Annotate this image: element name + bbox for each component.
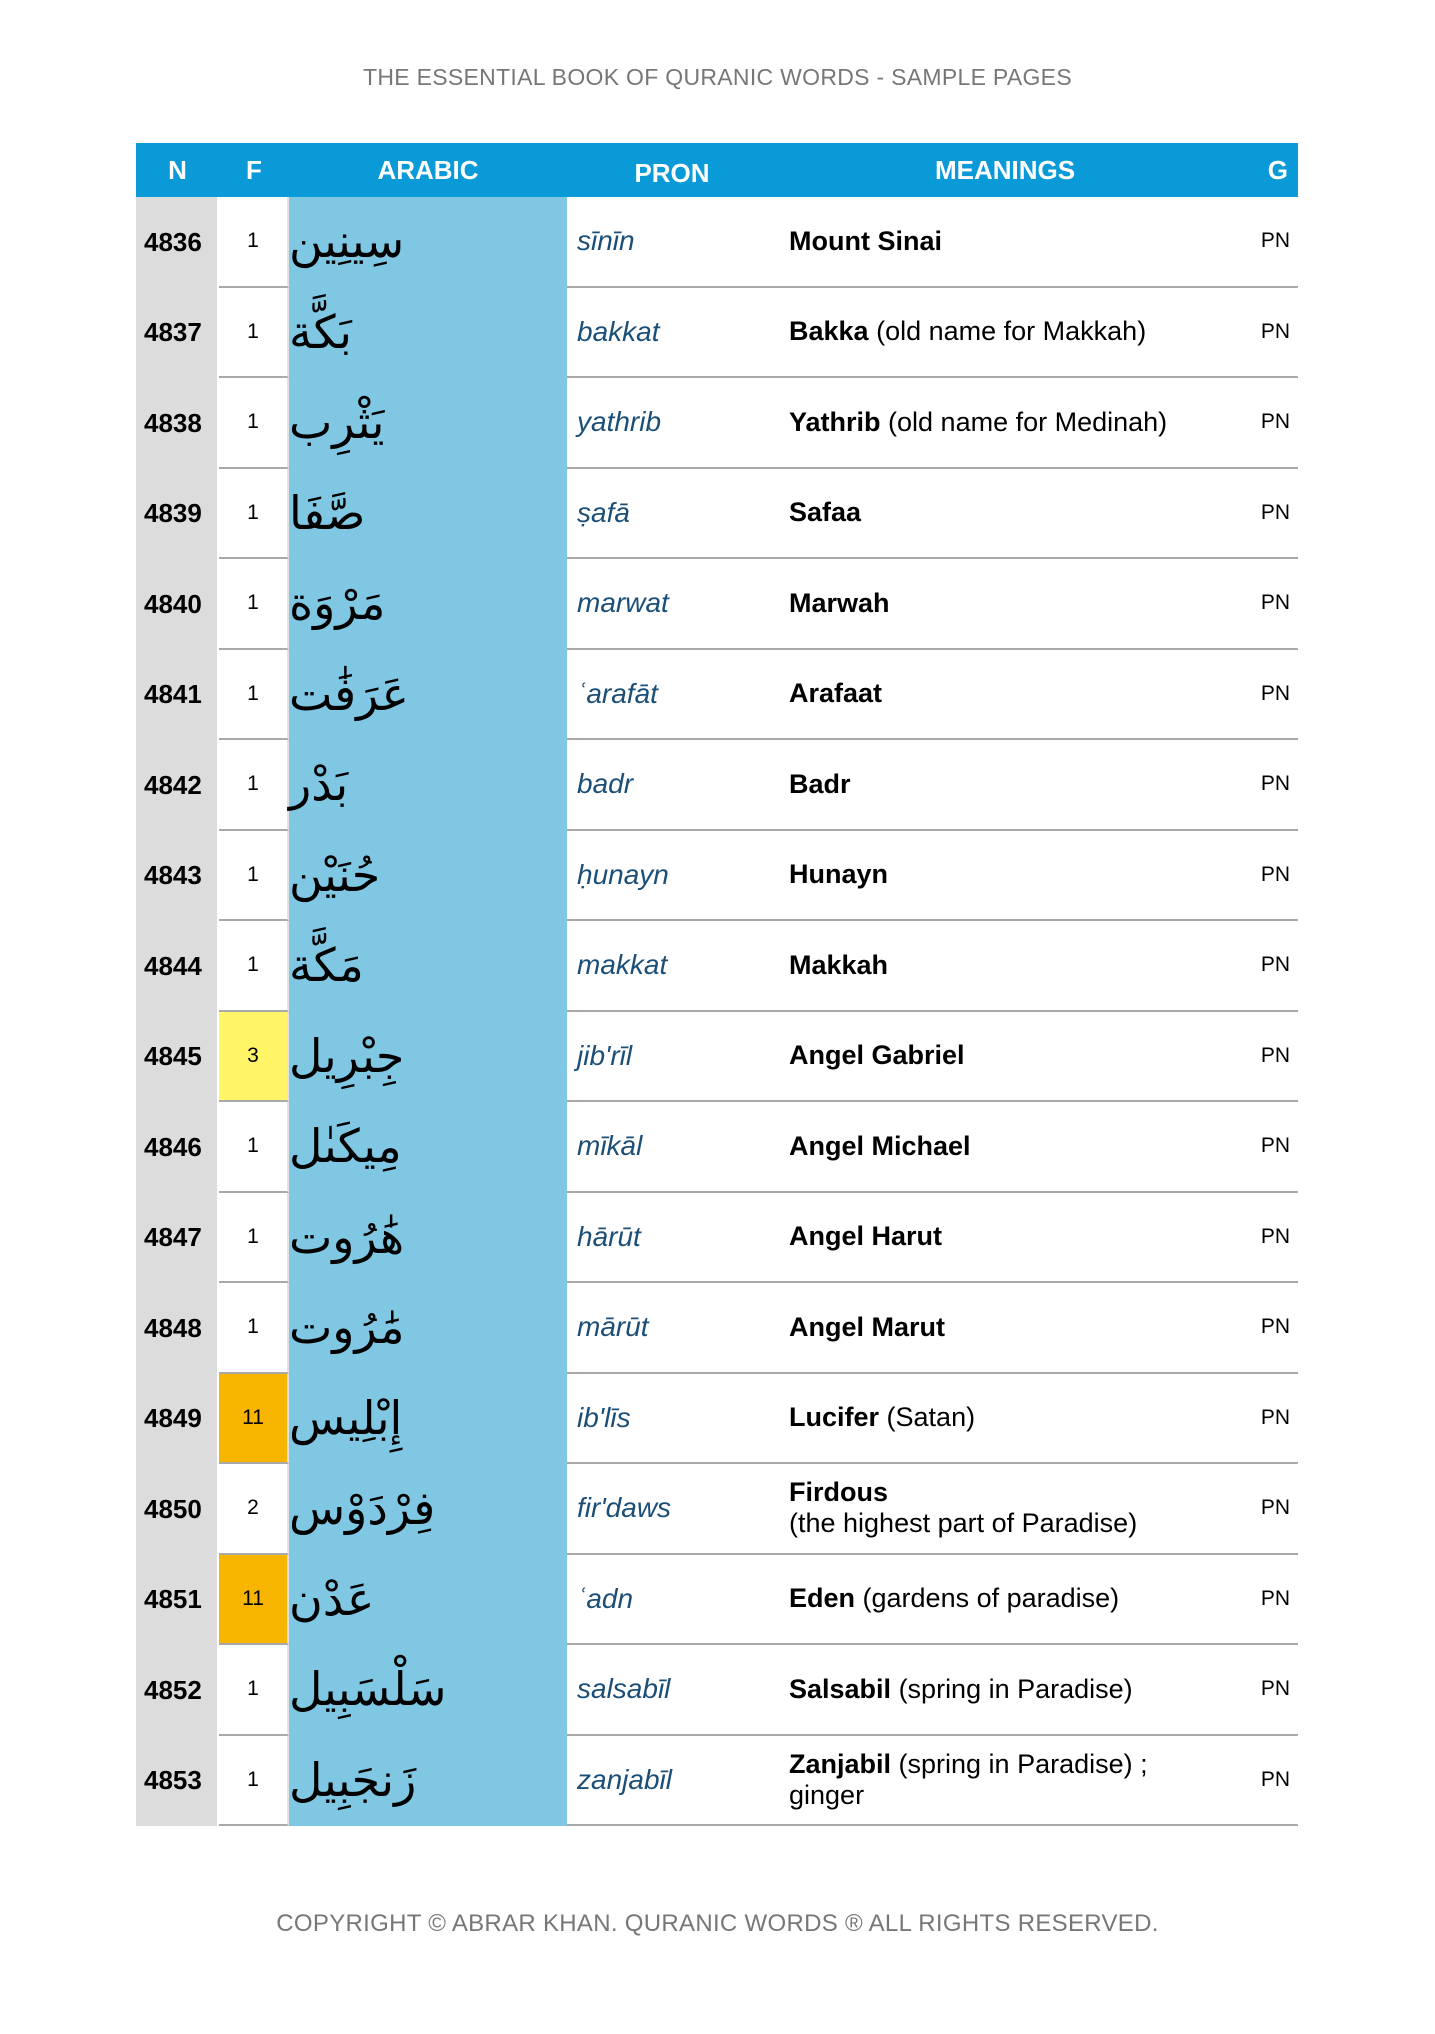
table-row [136, 469, 1298, 560]
meaning-term: Bakka [789, 316, 869, 347]
frequency-cell: 1 [219, 831, 289, 922]
arabic-word: مَرْوَة [289, 559, 567, 650]
arabic-word: جِبْرِيل [289, 1012, 567, 1103]
frequency-cell: 11 [219, 1555, 289, 1646]
col-header-g: G [1267, 154, 1288, 185]
frequency-cell: 1 [219, 288, 289, 379]
pronunciation: mīkāl [567, 1102, 777, 1193]
frequency-cell: 11 [219, 1374, 289, 1465]
grammar-tag: PN [1233, 740, 1298, 831]
meaning-cell [777, 921, 1233, 1012]
entry-number: 4836 [136, 197, 219, 288]
meaning-cell [777, 1102, 1233, 1193]
meaning-line2: ginger [789, 1779, 865, 1810]
page-footer: COPYRIGHT © ABRAR KHAN. QURANIC WORDS ® ALL RIGHTS RESERVED. [276, 1910, 1159, 1937]
grammar-tag: PN [1233, 831, 1298, 922]
meaning-note: (old name for Makkah) [868, 316, 1147, 347]
meaning-term: Hunayn [789, 859, 889, 890]
arabic-word: بَكَّة [289, 288, 567, 379]
grammar-tag: PN [1233, 1374, 1298, 1465]
pronunciation: sīnīn [567, 197, 777, 288]
table-row [136, 1464, 1298, 1555]
table-row [136, 1374, 1298, 1465]
frequency-cell: 1 [219, 469, 289, 560]
table-row [136, 559, 1298, 650]
grammar-tag: PN [1233, 1193, 1298, 1284]
entry-number: 4849 [136, 1374, 219, 1465]
arabic-word: مَكَّة [289, 921, 567, 1012]
meaning-cell [777, 1736, 1233, 1827]
table-row [136, 1645, 1298, 1736]
col-header-pron: PRON [634, 157, 710, 188]
grammar-tag: PN [1233, 1645, 1298, 1736]
pronunciation: ib'līs [567, 1374, 777, 1465]
pronunciation: bakkat [567, 288, 777, 379]
arabic-word: يَثْرِب [289, 378, 567, 469]
grammar-tag: PN [1233, 469, 1298, 560]
arabic-word: إِبْلِيس [289, 1374, 567, 1465]
frequency-cell: 1 [219, 1102, 289, 1193]
meaning-note: (Satan) [879, 1402, 976, 1433]
entry-number: 4843 [136, 831, 219, 922]
entry-number: 4852 [136, 1645, 219, 1736]
entry-number: 4848 [136, 1283, 219, 1374]
table-row [136, 1102, 1298, 1193]
meaning-term: Angel Marut [789, 1311, 946, 1342]
meaning-cell [777, 197, 1233, 288]
frequency-cell: 3 [219, 1012, 289, 1103]
pronunciation: marwat [567, 559, 777, 650]
frequency-cell: 1 [219, 1645, 289, 1736]
meaning-term: Angel Harut [789, 1221, 943, 1252]
meaning-cell [777, 378, 1233, 469]
entry-number: 4839 [136, 469, 219, 560]
meaning-term: Angel Michael [789, 1130, 971, 1161]
grammar-tag: PN [1233, 1464, 1298, 1555]
meaning-line2: (the highest part of Paradise) [789, 1508, 1138, 1539]
table-row [136, 740, 1298, 831]
grammar-tag: PN [1233, 378, 1298, 469]
entry-number: 4845 [136, 1012, 219, 1103]
pronunciation: ʿadn [567, 1555, 777, 1646]
frequency-cell: 1 [219, 1193, 289, 1284]
entry-number: 4837 [136, 288, 219, 379]
table-row [136, 378, 1298, 469]
arabic-word: عَرَفَٰت [289, 650, 567, 741]
arabic-word: هَٰرُوت [289, 1193, 567, 1284]
frequency-cell: 1 [219, 378, 289, 469]
pronunciation: jib'rīl [567, 1012, 777, 1103]
pronunciation: mārūt [567, 1283, 777, 1374]
meaning-cell [777, 831, 1233, 922]
col-header-f: F [246, 154, 262, 185]
meaning-cell [777, 1374, 1233, 1465]
arabic-word: سَلْسَبِيل [289, 1645, 567, 1736]
table-row [136, 288, 1298, 379]
table-body [136, 197, 1298, 1826]
grammar-tag: PN [1233, 1283, 1298, 1374]
frequency-cell: 1 [219, 921, 289, 1012]
meaning-term: Zanjabil [789, 1748, 892, 1779]
entry-number: 4847 [136, 1193, 219, 1284]
pronunciation: ṣafā [567, 469, 777, 560]
meaning-term: Angel Gabriel [789, 1040, 965, 1071]
frequency-cell: 2 [219, 1464, 289, 1555]
pronunciation: salsabīl [567, 1645, 777, 1736]
arabic-word: بَدْر [289, 740, 567, 831]
vocabulary-table [136, 143, 1298, 1826]
arabic-word: عَدْن [289, 1555, 567, 1646]
col-header-meanings: MEANINGS [934, 154, 1076, 185]
frequency-cell: 1 [219, 559, 289, 650]
entry-number: 4844 [136, 921, 219, 1012]
grammar-tag: PN [1233, 1102, 1298, 1193]
table-header [136, 143, 1298, 197]
entry-number: 4838 [136, 378, 219, 469]
meaning-term: Yathrib [789, 406, 881, 437]
entry-number: 4842 [136, 740, 219, 831]
frequency-cell: 1 [219, 1736, 289, 1827]
pronunciation: ḥunayn [567, 831, 777, 922]
grammar-tag: PN [1233, 1555, 1298, 1646]
entry-number: 4850 [136, 1464, 219, 1555]
meaning-cell [777, 288, 1233, 379]
table-row [136, 650, 1298, 741]
meaning-term: Eden [789, 1583, 856, 1614]
entry-number: 4853 [136, 1736, 219, 1827]
frequency-cell: 1 [219, 197, 289, 288]
grammar-tag: PN [1233, 288, 1298, 379]
table-row [136, 197, 1298, 288]
arabic-word: سِينِين [289, 197, 567, 288]
meaning-cell [777, 650, 1233, 741]
meaning-cell [777, 1645, 1233, 1736]
table-row [136, 1555, 1298, 1646]
arabic-word: مِيكَىٰل [289, 1102, 567, 1193]
meaning-cell [777, 559, 1233, 650]
meaning-term: Makkah [789, 949, 889, 980]
meaning-note: (old name for Medinah) [880, 406, 1168, 437]
pronunciation: makkat [567, 921, 777, 1012]
arabic-word: مَٰرُوت [289, 1283, 567, 1374]
entry-number: 4851 [136, 1555, 219, 1646]
entry-number: 4846 [136, 1102, 219, 1193]
grammar-tag: PN [1233, 921, 1298, 1012]
meaning-note: (spring in Paradise) ; [891, 1748, 1148, 1779]
meaning-cell [777, 1193, 1233, 1284]
pronunciation: fir'daws [567, 1464, 777, 1555]
meaning-term: Badr [789, 768, 851, 799]
page-header: THE ESSENTIAL BOOK OF QURANIC WORDS - SAMPLE PAGES [363, 64, 1072, 90]
grammar-tag: PN [1233, 559, 1298, 650]
col-header-arabic: ARABIC [377, 154, 479, 185]
pronunciation: zanjabīl [567, 1736, 777, 1827]
meaning-term: Firdous [789, 1477, 888, 1508]
table-row [136, 1736, 1298, 1827]
arabic-word: حُنَيْن [289, 831, 567, 922]
meaning-cell [777, 1012, 1233, 1103]
meaning-term: Lucifer [789, 1402, 880, 1433]
meaning-cell [777, 740, 1233, 831]
pronunciation: badr [567, 740, 777, 831]
entry-number: 4841 [136, 650, 219, 741]
grammar-tag: PN [1233, 197, 1298, 288]
entry-number: 4840 [136, 559, 219, 650]
meaning-note: (gardens of paradise) [855, 1583, 1120, 1614]
table-row [136, 1193, 1298, 1284]
meaning-term: Marwah [789, 587, 890, 618]
grammar-tag: PN [1233, 650, 1298, 741]
meaning-term: Mount Sinai [789, 225, 942, 256]
col-header-n: N [168, 154, 187, 185]
arabic-word: فِرْدَوْس [289, 1464, 567, 1555]
meaning-term: Salsabil [789, 1673, 892, 1704]
grammar-tag: PN [1233, 1736, 1298, 1827]
meaning-cell [777, 1555, 1233, 1646]
pronunciation: hārūt [567, 1193, 777, 1284]
frequency-cell: 1 [219, 650, 289, 741]
table-row [136, 1012, 1298, 1103]
table-row [136, 831, 1298, 922]
arabic-word: زَنجَبِيل [289, 1736, 567, 1827]
table-row [136, 1283, 1298, 1374]
pronunciation: yathrib [567, 378, 777, 469]
pronunciation: ʿarafāt [567, 650, 777, 741]
meaning-note: (spring in Paradise) [891, 1673, 1133, 1704]
frequency-cell: 1 [219, 740, 289, 831]
meaning-cell [777, 469, 1233, 560]
table-row [136, 921, 1298, 1012]
arabic-word: صَّفَا [289, 469, 567, 560]
meaning-term: Safaa [789, 497, 862, 528]
meaning-cell [777, 1464, 1233, 1555]
grammar-tag: PN [1233, 1012, 1298, 1103]
meaning-term: Arafaat [789, 678, 883, 709]
meaning-cell [777, 1283, 1233, 1374]
frequency-cell: 1 [219, 1283, 289, 1374]
